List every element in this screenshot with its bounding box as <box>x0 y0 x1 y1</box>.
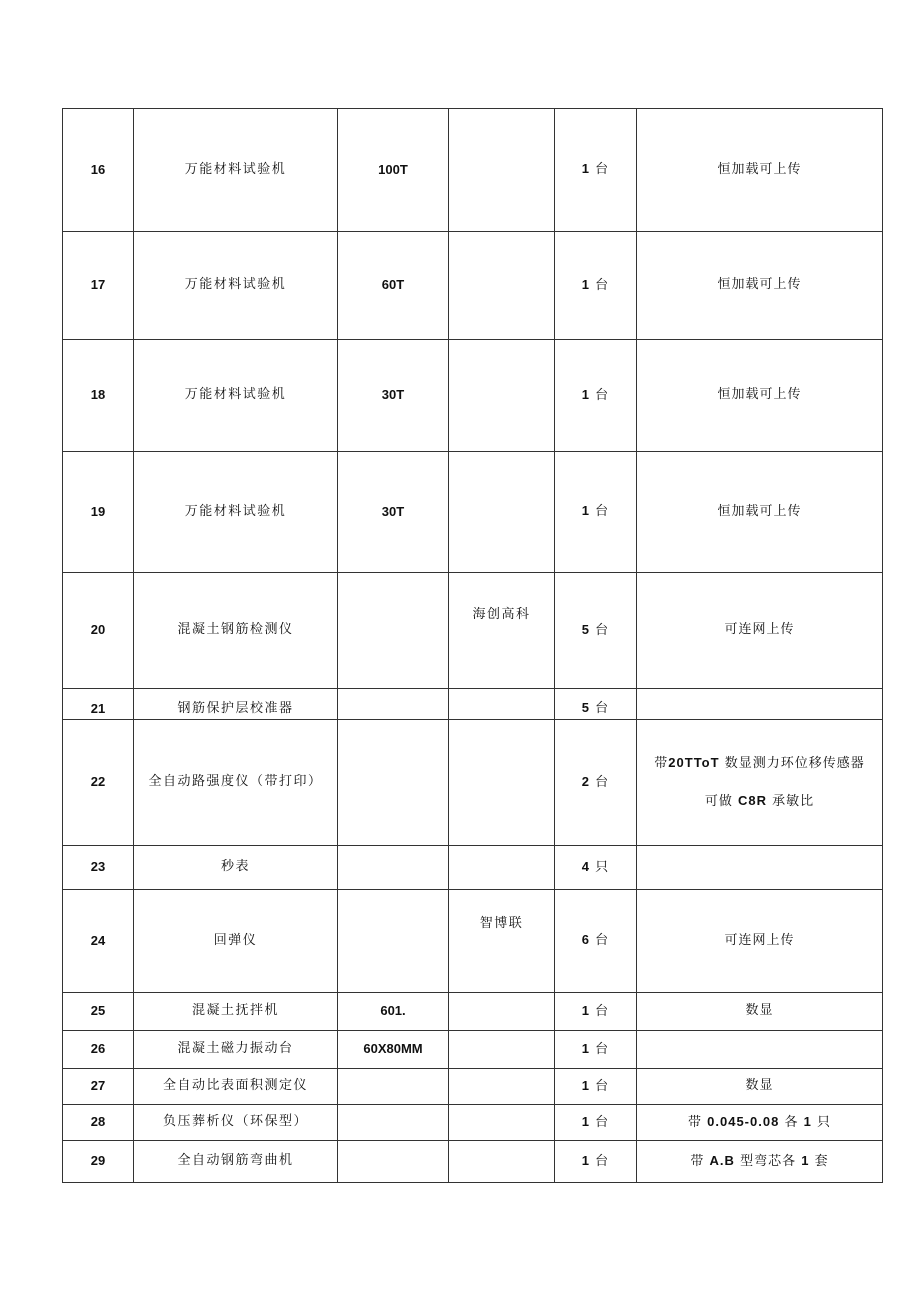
equipment-spec: 30T <box>338 452 449 573</box>
row-number: 20 <box>63 573 134 689</box>
table-row <box>63 573 883 689</box>
quantity-unit: 台 <box>595 1078 610 1094</box>
equipment-spec: 60T <box>338 232 449 340</box>
quantity-unit: 台 <box>595 622 610 638</box>
equipment-spec <box>338 1105 449 1141</box>
quantity <box>555 1031 637 1069</box>
remarks-model: 20TToT <box>668 754 720 770</box>
equipment-spec: 601. <box>338 993 449 1031</box>
quantity-number: 1 <box>581 1040 591 1056</box>
equipment-spec <box>338 720 449 846</box>
equipment-spec: 30T <box>338 340 449 452</box>
equipment-name: 万能材料试验机 <box>134 452 338 573</box>
equipment-name: 全自动比表面积测定仪 <box>134 1069 338 1105</box>
remarks-text: 各 <box>784 1114 799 1130</box>
remarks-text: 承敏比 <box>772 793 815 809</box>
equipment-spec <box>338 1069 449 1105</box>
remarks-line-1 <box>654 756 864 771</box>
quantity-number: 1 <box>581 161 591 177</box>
row-number: 29 <box>63 1141 134 1183</box>
remarks-text: 带 <box>654 755 669 771</box>
row-number: 28 <box>63 1105 134 1141</box>
quantity <box>555 452 637 573</box>
remarks-model: A.B <box>709 1152 735 1168</box>
quantity-number: 5 <box>581 621 591 637</box>
equipment-spec <box>338 846 449 890</box>
manufacturer <box>449 1069 555 1105</box>
quantity <box>555 1069 637 1105</box>
manufacturer <box>449 232 555 340</box>
manufacturer <box>449 720 555 846</box>
equipment-name: 秒表 <box>134 846 338 890</box>
remarks: 可连网上传 <box>637 573 883 689</box>
remarks-model: C8R <box>737 792 767 808</box>
remarks-text: 带 <box>690 1153 705 1169</box>
quantity-number: 4 <box>581 858 591 874</box>
quantity-number: 1 <box>581 386 591 402</box>
quantity-unit: 台 <box>595 162 610 178</box>
quantity <box>555 1141 637 1183</box>
equipment-name: 负压葬析仪（环保型） <box>134 1105 338 1141</box>
quantity-unit: 台 <box>595 701 610 717</box>
equipment-name: 混凝土磁力振动台 <box>134 1031 338 1069</box>
manufacturer <box>449 1105 555 1141</box>
equipment-name: 混凝土钢筋检测仪 <box>134 573 338 689</box>
quantity-unit: 只 <box>595 859 610 875</box>
remarks-text: 带 <box>687 1114 702 1130</box>
row-number: 19 <box>63 452 134 573</box>
remarks-text: 型弯芯各 <box>740 1153 797 1169</box>
quantity <box>555 340 637 452</box>
remarks-line-2 <box>637 793 882 811</box>
table-row <box>63 890 883 993</box>
quantity-number: 1 <box>581 1113 591 1129</box>
table-row <box>63 846 883 890</box>
equipment-name: 全自动路强度仪（带打印） <box>134 720 338 846</box>
equipment-name: 万能材料试验机 <box>134 109 338 232</box>
quantity-unit: 台 <box>595 387 610 403</box>
row-number: 18 <box>63 340 134 452</box>
row-number: 21 <box>63 689 134 720</box>
manufacturer <box>449 452 555 573</box>
table-row <box>63 109 883 232</box>
quantity <box>555 846 637 890</box>
quantity-number: 2 <box>581 773 591 789</box>
row-number: 22 <box>63 720 134 846</box>
table-row <box>63 1031 883 1069</box>
quantity <box>555 573 637 689</box>
manufacturer <box>449 846 555 890</box>
remarks-text: 套 <box>814 1153 829 1169</box>
remarks: 数显 <box>637 993 883 1031</box>
equipment-name: 万能材料试验机 <box>134 232 338 340</box>
table-row <box>63 720 883 846</box>
remarks <box>637 1141 883 1183</box>
quantity-unit: 台 <box>595 774 610 790</box>
quantity-unit: 台 <box>595 277 610 293</box>
remarks: 可连网上传 <box>637 890 883 993</box>
quantity-number: 1 <box>581 503 591 519</box>
table-row <box>63 1141 883 1183</box>
quantity-unit: 台 <box>595 1003 610 1019</box>
equipment-table <box>62 108 883 1183</box>
manufacturer <box>449 1141 555 1183</box>
quantity-unit: 台 <box>595 1041 610 1057</box>
table-row <box>63 232 883 340</box>
row-number: 26 <box>63 1031 134 1069</box>
row-number: 24 <box>63 890 134 993</box>
row-number: 17 <box>63 232 134 340</box>
quantity-unit: 台 <box>595 504 610 520</box>
quantity <box>555 1105 637 1141</box>
table-row <box>63 1105 883 1141</box>
remarks <box>637 720 883 846</box>
equipment-spec: 60X80MM <box>338 1031 449 1069</box>
quantity-unit: 台 <box>595 933 610 949</box>
row-number: 16 <box>63 109 134 232</box>
table-row <box>63 993 883 1031</box>
quantity-number: 1 <box>581 276 591 292</box>
equipment-name: 万能材料试验机 <box>134 340 338 452</box>
remarks <box>637 1031 883 1069</box>
remarks-count: 1 <box>801 1152 810 1168</box>
manufacturer <box>449 993 555 1031</box>
equipment-name: 全自动钢筋弯曲机 <box>134 1141 338 1183</box>
remarks-text: 只 <box>816 1114 831 1130</box>
equipment-name: 回弹仪 <box>134 890 338 993</box>
quantity-number: 1 <box>581 1077 591 1093</box>
table-row <box>63 452 883 573</box>
remarks <box>637 1105 883 1141</box>
quantity-number: 6 <box>581 932 591 948</box>
remarks: 恒加载可上传 <box>637 109 883 232</box>
quantity <box>555 993 637 1031</box>
quantity-unit: 台 <box>595 1153 610 1169</box>
remarks-count: 1 <box>803 1113 812 1129</box>
remarks <box>637 689 883 720</box>
equipment-spec <box>338 689 449 720</box>
quantity-number: 1 <box>581 1152 591 1168</box>
equipment-spec <box>338 573 449 689</box>
remarks: 恒加载可上传 <box>637 452 883 573</box>
quantity <box>555 890 637 993</box>
table-row <box>63 340 883 452</box>
row-number: 25 <box>63 993 134 1031</box>
quantity <box>555 689 637 720</box>
quantity <box>555 232 637 340</box>
manufacturer <box>449 1031 555 1069</box>
equipment-spec: 100T <box>338 109 449 232</box>
equipment-spec <box>338 890 449 993</box>
row-number: 27 <box>63 1069 134 1105</box>
quantity-number: 1 <box>581 1002 591 1018</box>
quantity-number: 5 <box>581 700 591 716</box>
remarks <box>637 846 883 890</box>
manufacturer <box>449 689 555 720</box>
manufacturer: 海创高科 <box>449 573 555 689</box>
quantity-unit: 台 <box>595 1114 610 1130</box>
equipment-name: 钢筋保护层校准器 <box>134 689 338 720</box>
equipment-name: 混凝土抚拌机 <box>134 993 338 1031</box>
equipment-spec <box>338 1141 449 1183</box>
table-row <box>63 1069 883 1105</box>
remarks: 恒加载可上传 <box>637 340 883 452</box>
remarks-model: 0.045-0.08 <box>707 1113 780 1129</box>
row-number: 23 <box>63 846 134 890</box>
remarks-text: 可做 <box>704 793 733 809</box>
remarks-text: 数显测力环位移传感器 <box>724 755 865 771</box>
table-row <box>63 689 883 720</box>
quantity <box>555 109 637 232</box>
manufacturer <box>449 340 555 452</box>
manufacturer <box>449 109 555 232</box>
manufacturer: 智博联 <box>449 890 555 993</box>
remarks: 数显 <box>637 1069 883 1105</box>
remarks: 恒加载可上传 <box>637 232 883 340</box>
quantity <box>555 720 637 846</box>
